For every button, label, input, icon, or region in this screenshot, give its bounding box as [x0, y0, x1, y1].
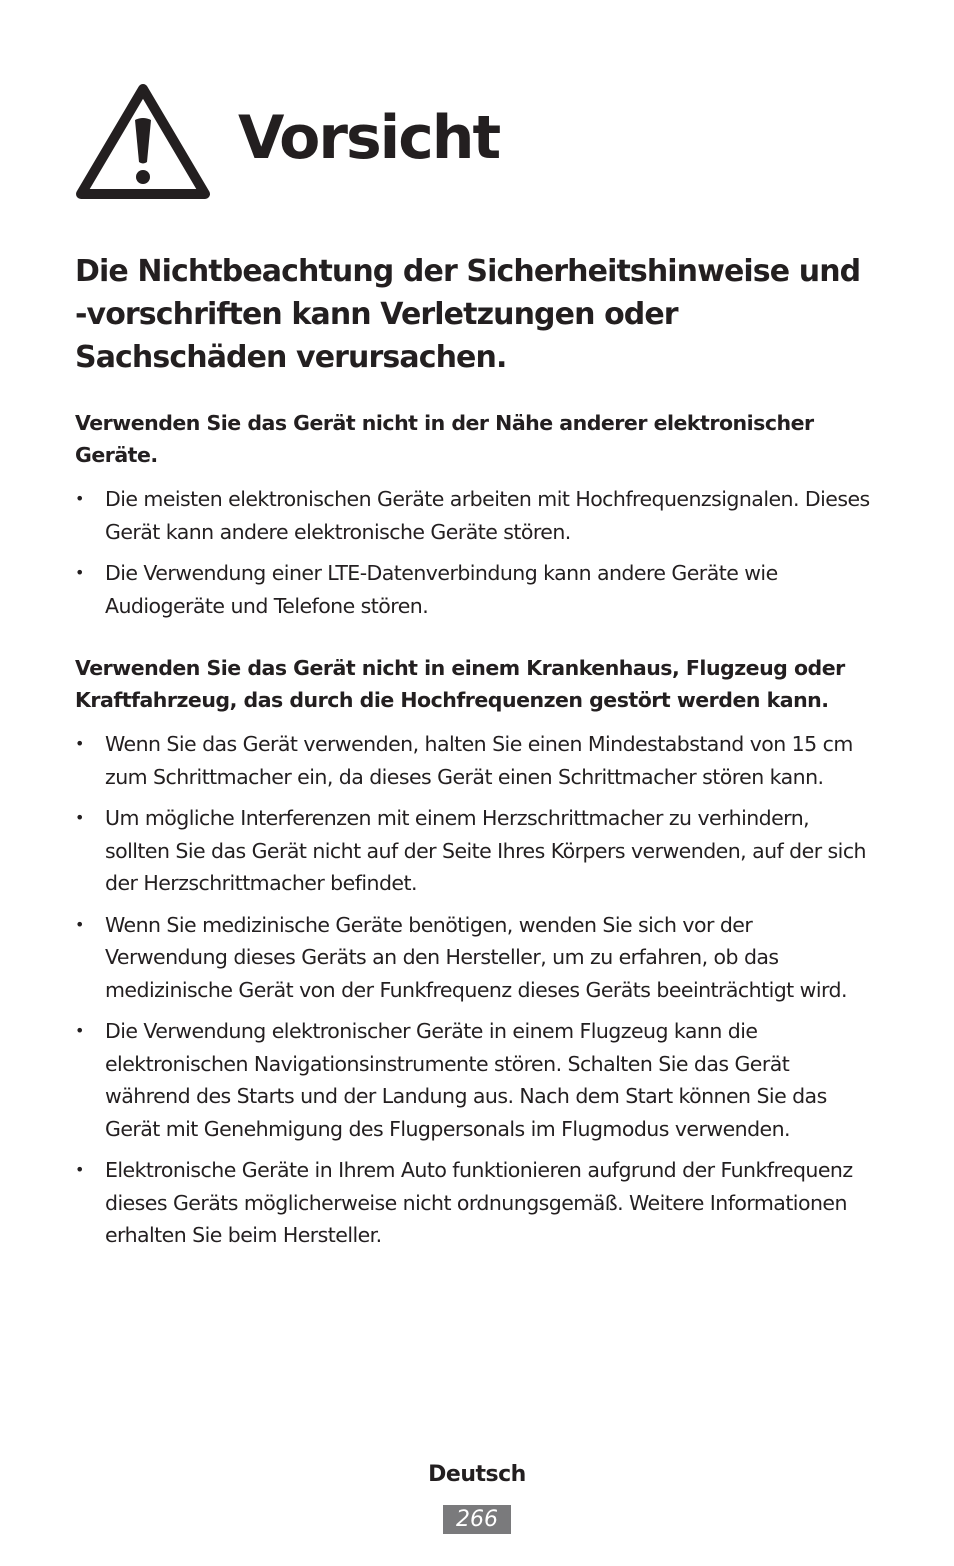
- bullet-dot: •: [75, 489, 84, 508]
- bullet-dot: •: [75, 914, 84, 934]
- list-item: [75, 557, 875, 622]
- bullet-dot: •: [75, 1160, 84, 1179]
- bullet-list: [75, 728, 875, 1252]
- list-item: [75, 909, 875, 1007]
- list-item: [75, 1154, 875, 1252]
- page-header: [74, 80, 499, 202]
- list-item-text: Die meisten elektronischen Geräte arbeiten mit Hochfrequenzsignalen. Dieses Gerät kann andere elektronische Geräte stören.: [105, 487, 870, 544]
- bullet-dot: •: [75, 563, 84, 582]
- list-item: [75, 728, 875, 793]
- section-hospital-aircraft-vehicle: [75, 652, 875, 1252]
- list-item: [75, 802, 875, 900]
- list-item-text: Wenn Sie medizinische Geräte benötigen, wenden Sie sich vor der Verwendung dieses Geräts an den Hersteller, um zu erfahren, ob das medizinische Gerät von der Funkfrequenz dieses Geräts beeinträchtigt wird.: [105, 912, 847, 1002]
- page-content: [75, 250, 875, 1261]
- bullet-dot: •: [75, 1021, 84, 1040]
- list-item-text: Elektronische Geräte in Ihrem Auto funktionieren aufgrund der Funkfrequenz dieses Geräts möglicherweise nicht ordnungsgemäß. Weitere Informationen erhalten Sie beim Hersteller.: [105, 1158, 853, 1247]
- list-item-text: Wenn Sie das Gerät verwenden, halten Sie einen Mindestabstand von 15 cm zum Schrittmacher ein, da dieses Gerät einen Schrittmacher stören kann.: [105, 732, 853, 789]
- section-spacer: [75, 631, 875, 652]
- section-heading: Verwenden Sie das Gerät nicht in der Nähe anderer elektronischer Geräte.: [75, 411, 814, 467]
- section-heading: Verwenden Sie das Gerät nicht in einem Krankenhaus, Flugzeug oder Kraftfahrzeug, das durch die Hochfrequenzen gestört werden kann.: [75, 656, 845, 712]
- bullet-list: [75, 483, 875, 622]
- list-item-text: Um mögliche Interferenzen mit einem Herzschrittmacher zu verhindern, sollten Sie das Gerät nicht auf der Seite Ihres Körpers verwenden, auf der sich der Herzschrittmacher befindet.: [105, 806, 866, 895]
- lead-warning: Die Nichtbeachtung der Sicherheitshinweise und -vorschriften kann Verletzungen oder Sachschäden verursachen.: [75, 254, 861, 375]
- warning-triangle-icon: [74, 80, 212, 202]
- page-number-badge: 266: [443, 1505, 511, 1534]
- list-item-text: Die Verwendung einer LTE-Datenverbindung kann andere Geräte wie Audiogeräte und Telefone stören.: [105, 561, 778, 618]
- bullet-dot: •: [75, 808, 84, 827]
- bullet-dot: •: [75, 734, 84, 753]
- footer-language: Deutsch: [428, 1462, 526, 1487]
- list-item-text: Die Verwendung elektronischer Geräte in einem Flugzeug kann die elektronischen Navigationsinstrumente stören. Schalten Sie das Gerät während des Starts und der Landung aus. Nach dem Start können Sie das Gerät mit Genehmigung des Flugpersonals im Flugmodus verwenden.: [105, 1019, 827, 1141]
- list-item: [75, 483, 875, 548]
- section-electronic-devices: [75, 407, 875, 622]
- page-title: Vorsicht: [238, 103, 500, 173]
- list-item: [75, 1015, 875, 1145]
